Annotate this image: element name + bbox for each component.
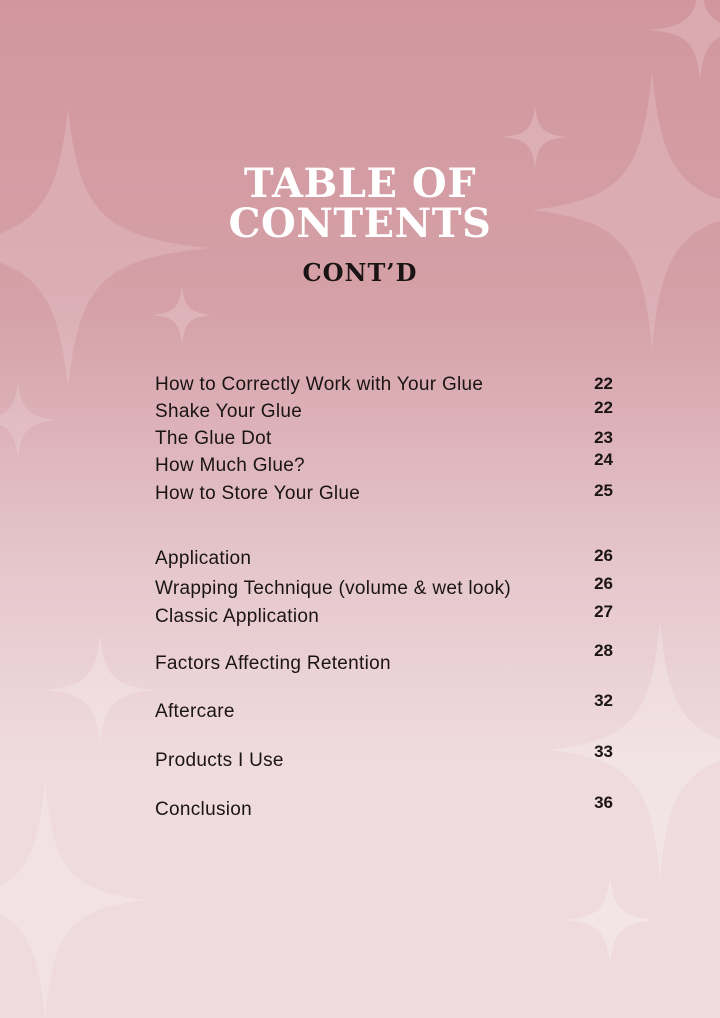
title-line-1: TABLE OF <box>243 160 477 207</box>
toc-entry[interactable] <box>155 428 615 458</box>
toc-entry-label: The Glue Dot <box>155 428 272 449</box>
toc-entry-page: 23 <box>594 428 613 447</box>
toc-entry[interactable] <box>155 483 615 513</box>
toc-entry[interactable] <box>155 450 615 485</box>
toc-entry-page: 22 <box>594 398 613 417</box>
toc-entry-label: How to Store Your Glue <box>155 483 361 504</box>
toc-entry-label: Application <box>155 548 252 569</box>
page-subtitle: CONT’D <box>302 258 418 287</box>
toc-entry-page: 26 <box>594 546 613 565</box>
toc-entry-page: 24 <box>594 450 613 469</box>
toc-entry-label: Products I Use <box>155 750 284 771</box>
toc-entry-label: How Much Glue? <box>155 455 305 476</box>
toc-entry-page: 27 <box>594 602 613 621</box>
toc-entry-label: Wrapping Technique (volume & wet look) <box>155 578 512 599</box>
toc-entry-page: 28 <box>594 641 613 660</box>
toc-entry-page: 26 <box>594 574 613 593</box>
toc-entry-label: Aftercare <box>155 701 235 722</box>
toc-entry[interactable] <box>155 691 615 731</box>
toc-entry-page: 22 <box>594 374 613 393</box>
toc-entry[interactable] <box>155 374 615 404</box>
toc-entry-page: 25 <box>594 481 613 500</box>
toc-entry[interactable] <box>155 602 615 636</box>
toc-entry[interactable] <box>155 641 615 683</box>
toc-entry-page: 36 <box>594 793 613 812</box>
toc-entry-page: 33 <box>594 742 613 761</box>
page-title <box>0 160 720 247</box>
toc-entry-label: How to Correctly Work with Your Glue <box>155 374 484 395</box>
toc-entry[interactable] <box>155 548 615 578</box>
toc-entry-label: Conclusion <box>155 799 252 820</box>
toc-entry-label: Classic Application <box>155 606 320 627</box>
toc-entry[interactable] <box>155 574 615 608</box>
toc-entry-label: Factors Affecting Retention <box>155 653 391 674</box>
toc-entry[interactable] <box>155 742 615 780</box>
toc-entry-label: Shake Your Glue <box>155 401 303 422</box>
toc-entry[interactable] <box>155 398 615 431</box>
toc-entry-page: 32 <box>594 691 613 710</box>
toc-entry[interactable] <box>155 793 615 829</box>
title-line-2: CONTENTS <box>228 200 492 247</box>
